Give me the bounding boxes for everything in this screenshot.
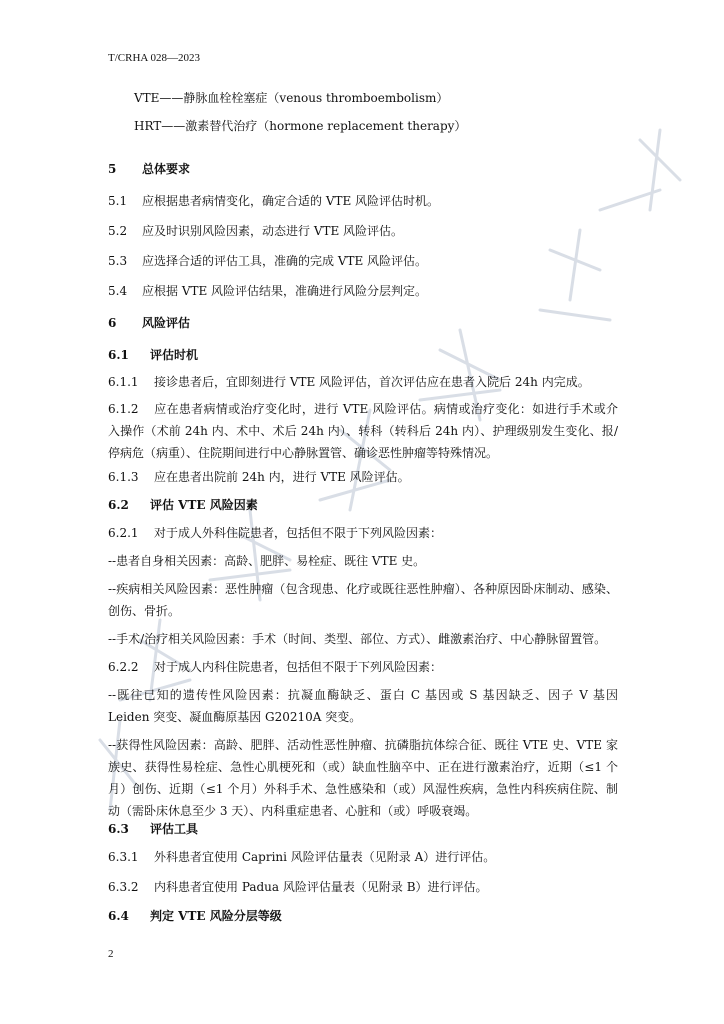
clause-number: 6.3.2	[108, 880, 139, 894]
section-number: 6.1	[108, 348, 129, 362]
page-number: 2	[108, 948, 114, 960]
clause-number: 6.2.2	[108, 660, 139, 674]
section-5-heading	[108, 158, 618, 180]
section-6-3-heading	[108, 818, 618, 840]
clause-number: 6.3.1	[108, 850, 139, 864]
clause-text: 应根据患者病情变化，确定合适的 VTE 风险评估时机。	[142, 194, 440, 208]
clause-text: 应及时识别风险因素，动态进行 VTE 风险评估。	[142, 224, 404, 238]
clause-6-1-3	[108, 466, 618, 488]
section-6-2-heading	[108, 494, 618, 516]
clause-number: 5.4	[108, 284, 128, 298]
abbreviation-hrt: HRT——激素替代治疗（hormone replacement therapy）	[134, 119, 467, 133]
list-item-medical-hereditary-factors: --既往已知的遗传性风险因素：抗凝血酶缺乏、蛋白 C 基因或 S 基因缺乏、因子 V 基因 Leiden 突变、凝血酶原基因 G20210A 突变。	[108, 688, 618, 724]
clause-5-1	[108, 190, 618, 212]
clause-text: 内科患者宜使用 Padua 风险评估量表（见附录 B）进行评估。	[154, 880, 488, 894]
clause-text: 应根据 VTE 风险评估结果，准确进行风险分层判定。	[142, 284, 428, 298]
clause-text: 接诊患者后，宜即刻进行 VTE 风险评估，首次评估应在患者入院后 24h 内完成。	[154, 375, 590, 389]
clause-text: 对于成人外科住院患者，包括但不限于下列风险因素：	[154, 526, 443, 540]
section-number: 6.4	[108, 909, 129, 923]
clause-5-2	[108, 220, 618, 242]
clause-6-3-2	[108, 876, 618, 898]
clause-5-3	[108, 250, 618, 272]
clause-5-4	[108, 280, 618, 302]
clause-number: 5.1	[108, 194, 128, 208]
abbreviation-vte: VTE——静脉血栓栓塞症（venous thromboembolism）	[134, 91, 449, 105]
section-title: 风险评估	[142, 316, 191, 330]
clause-number: 6.1.1	[108, 375, 139, 389]
clause-number: 5.3	[108, 254, 128, 268]
clause-text: 应在患者出院前 24h 内，进行 VTE 风险评估。	[154, 470, 410, 484]
section-6-1-heading	[108, 344, 618, 366]
list-item-surgical-patient-factors: --患者自身相关因素：高龄、肥胖、易栓症、既往 VTE 史。	[108, 554, 426, 568]
section-title: 总体要求	[142, 162, 191, 176]
clause-6-1-1	[108, 371, 618, 393]
section-number: 5	[108, 162, 117, 176]
section-title: 评估 VTE 风险因素	[150, 498, 258, 512]
doc-code-header: T/CRHA 028—2023	[108, 52, 200, 64]
clause-number: 6.2.1	[108, 526, 139, 540]
list-item-surgical-treatment-factors: --手术/治疗相关风险因素：手术（时间、类型、部位、方式）、雌激素治疗、中心静脉留置管。	[108, 632, 607, 646]
section-number: 6.2	[108, 498, 129, 512]
list-item-surgical-disease-factors: --疾病相关风险因素：恶性肿瘤（包含现患、化疗或既往恶性肿瘤）、各种原因卧床制动、感染、创伤、骨折。	[108, 582, 618, 618]
section-title: 判定 VTE 风险分层等级	[150, 909, 282, 923]
clause-6-2-1	[108, 522, 618, 544]
clause-text: 对于成人内科住院患者，包括但不限于下列风险因素：	[154, 660, 443, 674]
section-title: 评估时机	[150, 348, 199, 362]
section-title: 评估工具	[150, 822, 199, 836]
clause-number: 6.1.3	[108, 470, 139, 484]
clause-number: 5.2	[108, 224, 128, 238]
section-6-4-heading	[108, 905, 618, 927]
clause-6-2-2	[108, 656, 618, 678]
section-number: 6.3	[108, 822, 129, 836]
section-6-heading	[108, 312, 618, 334]
list-item-medical-acquired-factors: --获得性风险因素：高龄、肥胖、活动性恶性肿瘤、抗磷脂抗体综合征、既往 VTE 史、VTE 家族史、获得性易栓症、急性心肌梗死和（或）缺血性脑卒中、正在进行激素治疗，近期（≤1 个月）创伤、近期（≤1 个月）外科手术、急性感染和（或）风湿性疾病，急性内科疾病住院、制动（需卧床休息至少 3 天）、内科重症患者、心脏和（或）呼吸衰竭。	[108, 738, 618, 818]
clause-6-1-2	[108, 398, 618, 464]
clause-text: 应选择合适的评估工具，准确的完成 VTE 风险评估。	[142, 254, 428, 268]
section-number: 6	[108, 316, 117, 330]
clause-text: 外科患者宜使用 Caprini 风险评估量表（见附录 A）进行评估。	[154, 850, 496, 864]
clause-text: 应在患者病情或治疗变化时，进行 VTE 风险评估。病情或治疗变化：如进行手术或介入操作（术前 24h 内、术中、术后 24h 内）、转科（转科后 24h 内）、护理级别发生变化、报/停病危（病重）、住院期间进行中心静脉置管、确诊恶性肿瘤等特殊情况。	[108, 402, 618, 460]
clause-6-3-1	[108, 846, 618, 868]
clause-number: 6.1.2	[108, 402, 139, 416]
